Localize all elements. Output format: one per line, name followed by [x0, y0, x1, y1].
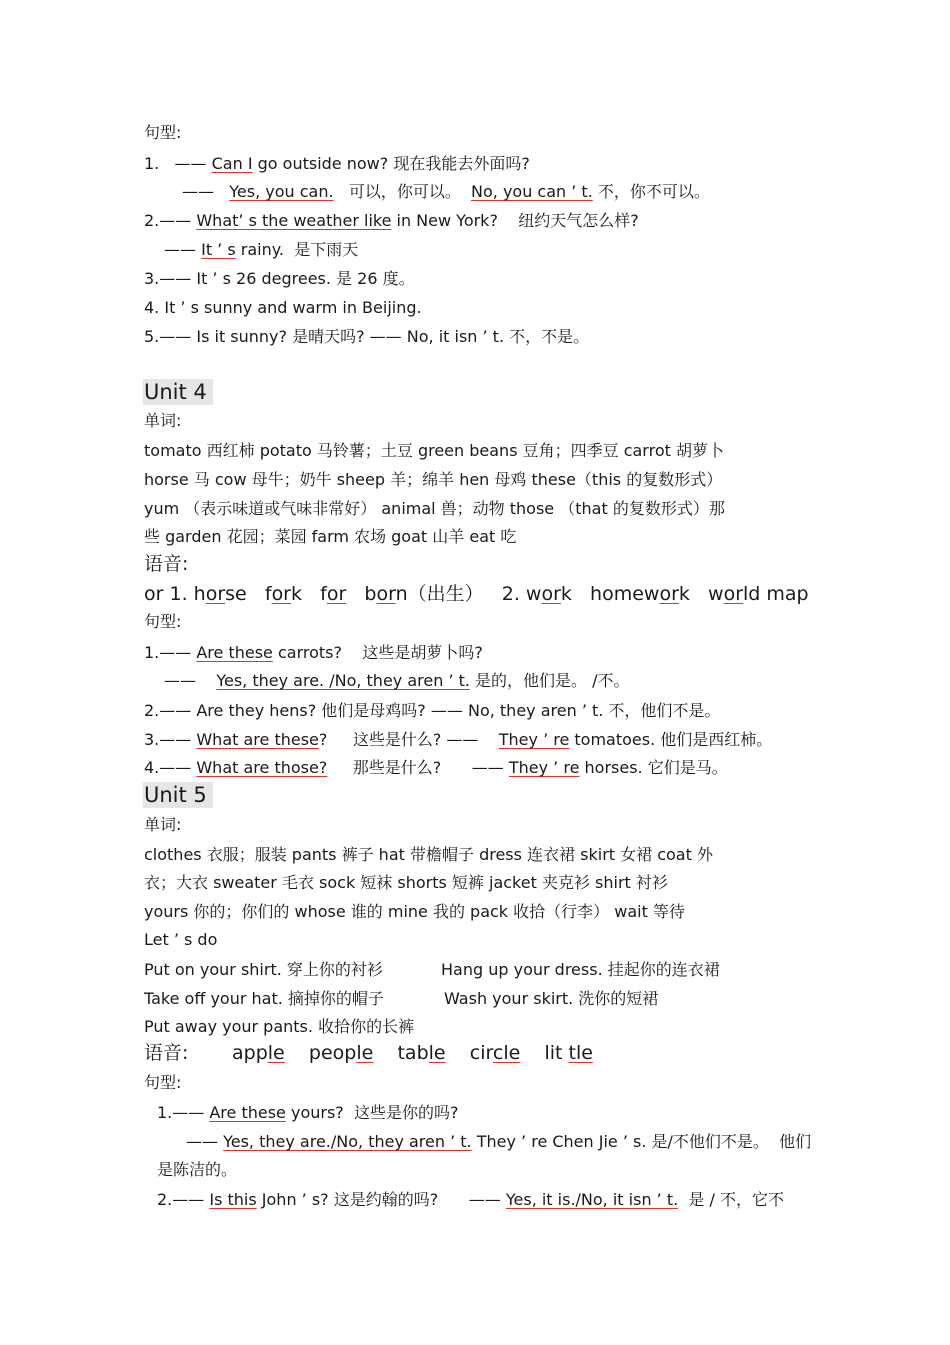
sentence-5: 5.—— Is it sunny? 是晴天吗? —— No, it isn ’ t. 不，不是。	[144, 327, 590, 346]
sentence-4: 4. It ’ s sunny and warm in Beijing.	[144, 298, 422, 317]
phonics-word: world map	[708, 583, 809, 605]
phonics-word: fork	[264, 583, 303, 605]
phonics-word: born（出生）	[364, 583, 484, 605]
unit-4-sentence-1-answer: —— Yes, they are. /No, they aren ’ t. 是的，他们是。 /不。	[164, 671, 630, 690]
unit-5-lets-do-label: Let ’ s do	[144, 930, 218, 949]
phonics-word: horse	[193, 583, 247, 605]
unit-4-sentences-label: 句型:	[144, 612, 182, 631]
unit-4-words-line-2: horse 马 cow 母牛；奶牛 sheep 羊；绵羊 hen 母鸡 these（this 的复数形式）	[144, 470, 723, 489]
unit-4-words-label: 单词:	[144, 411, 182, 430]
unit-5-title: Unit 5	[143, 782, 213, 808]
unit-4-words-line-3: yum （表示味道或气味非常好） animal 兽；动物 those （that 的复数形式）那	[144, 499, 725, 518]
unit-4-phonics-line: or 1. horse fork for born（出生） 2. work homework world map	[144, 583, 809, 605]
phonics-word: people	[308, 1042, 374, 1064]
phonics-word: homework	[590, 583, 690, 605]
lets-do-item: Hang up your dress. 挂起你的连衣裙	[441, 960, 720, 979]
unit-5-sentence-1: 1.—— Are these yours? 这些是你的吗?	[157, 1103, 459, 1122]
unit-4-sentence-3: 3.—— What are these? 这些是什么? —— They ’ re tomatoes. 他们是西红柿。	[144, 730, 773, 749]
lets-do-item: Put away your pants. 收拾你的长裤	[144, 1017, 415, 1036]
unit-4-words-line-4: 些 garden 花园；菜园 farm 农场 goat 山羊 eat 吃	[144, 527, 517, 546]
unit-5-phonics-label: 语音:	[144, 1042, 189, 1064]
unit-4-title: Unit 4	[143, 379, 213, 405]
sentences-label: 句型:	[144, 123, 182, 142]
unit-4-sentence-1: 1.—— Are these carrots? 这些是胡萝卜吗?	[144, 643, 483, 662]
unit-5-words-line-2: 衣；大衣 sweater 毛衣 sock 短袜 shorts 短裤 jacket 夹克衫 shirt 衬衫	[144, 873, 668, 892]
sentence-3: 3.—— It ’ s 26 degrees. 是 26 度。	[144, 269, 415, 288]
unit-4-words-line-1: tomato 西红柿 potato 马铃薯；土豆 green beans 豆角；四季豆 carrot 胡萝卜	[144, 441, 724, 460]
unit-5-sentence-1-answer: —— Yes, they are./No, they aren ’ t. They ’ re Chen Jie ’ s. 是/不他们不是。 他们	[186, 1132, 812, 1151]
lets-do-item: Put on your shirt. 穿上你的衬衫	[144, 960, 383, 979]
phonics-word: apple	[232, 1042, 285, 1064]
phonics-word: 2. work	[501, 583, 572, 605]
unit-4-phonics-label: 语音:	[144, 553, 189, 575]
unit-5-words-label: 单词:	[144, 815, 182, 834]
unit-5-sentence-1-answer-cont: 是陈洁的。	[157, 1160, 238, 1179]
sentence-1: 1. —— Can I go outside now? 现在我能去外面吗?	[144, 154, 530, 173]
phonics-word: for	[320, 583, 347, 605]
phonics-word: lit tle	[544, 1042, 593, 1064]
sentence-1-answer: —— Yes, you can. 可以，你可以。 No, you can ’ t. 不，你不可以。	[182, 182, 710, 201]
unit-4-sentence-2: 2.—— Are they hens? 他们是母鸡吗? —— No, they aren ’ t. 不，他们不是。	[144, 701, 721, 720]
lets-do-item: Take off your hat. 摘掉你的帽子	[144, 989, 384, 1008]
unit-4-sentence-4: 4.—— What are those? 那些是什么? —— They ’ re horses. 它们是马。	[144, 758, 728, 777]
phonics-word: circle	[469, 1042, 521, 1064]
unit-5-words-line-1: clothes 衣服；服装 pants 裤子 hat 带檐帽子 dress 连衣裙 skirt 女裙 coat 外	[144, 845, 713, 864]
lets-do-item: Wash your skirt. 洗你的短裙	[444, 989, 659, 1008]
sentence-2-answer: —— It ’ s rainy. 是下雨天	[164, 240, 359, 259]
unit-5-words-line-3: yours 你的；你们的 whose 谁的 mine 我的 pack 收拾（行李） wait 等待	[144, 902, 685, 921]
unit-5-phonics-line	[232, 1043, 593, 1063]
sentence-2: 2.—— What’ s the weather like in New York? 纽约天气怎么样?	[144, 211, 639, 230]
phonics-word: table	[397, 1042, 446, 1064]
unit-5-sentences-label: 句型:	[144, 1073, 182, 1092]
unit-5-sentence-2: 2.—— Is this John ’ s? 这是约翰的吗? —— Yes, it is./No, it isn ’ t. 是 / 不，它不	[157, 1190, 784, 1209]
